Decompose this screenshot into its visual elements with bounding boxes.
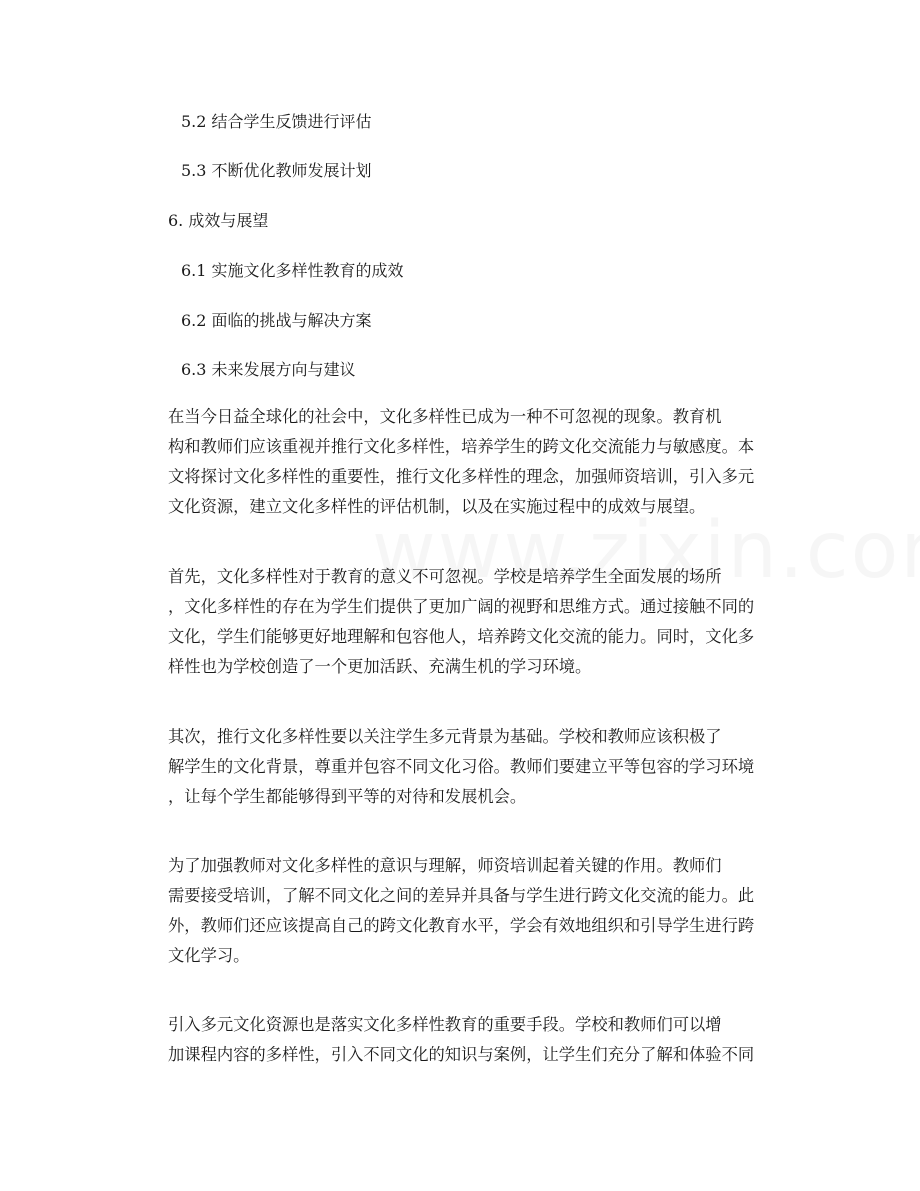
paragraph-teacher-training	[168, 851, 768, 971]
paragraph-intro	[168, 402, 768, 522]
paragraph-line: 文化学习。	[168, 946, 250, 965]
paragraph-line: 其次，推行文化多样性要以关注学生多元背景为基础。学校和教师应该积极了	[168, 727, 722, 746]
paragraph-line: 为了加强教师对文化多样性的意识与理解，师资培训起着关键的作用。教师们	[168, 856, 722, 875]
paragraph-resources	[168, 1010, 768, 1070]
toc-item-6-2: 6.2 面临的挑战与解决方案	[181, 311, 372, 330]
paragraph-line: 构和教师们应该重视并推行文化多样性，培养学生的跨文化交流能力与敏感度。本	[168, 437, 755, 456]
paragraph-first	[168, 562, 768, 682]
paragraph-line: 解学生的文化背景，尊重并包容不同文化习俗。教师们要建立平等包容的学习环境	[168, 757, 755, 776]
paragraph-line: 加课程内容的多样性，引入不同文化的知识与案例，让学生们充分了解和体验不同	[168, 1045, 755, 1064]
paragraph-line: ，让每个学生都能够得到平等的对待和发展机会。	[168, 787, 527, 806]
paragraph-line: 需要接受培训，了解不同文化之间的差异并具备与学生进行跨文化交流的能力。此	[168, 886, 755, 905]
toc-item-6: 6. 成效与展望	[168, 211, 269, 230]
paragraph-line: 文化，学生们能够更好地理解和包容他人，培养跨文化交流的能力。同时，文化多	[168, 627, 755, 646]
paragraph-second	[168, 722, 768, 812]
paragraph-line: ，文化多样性的存在为学生们提供了更加广阔的视野和思维方式。通过接触不同的	[168, 597, 755, 616]
toc-item-6-1: 6.1 实施文化多样性教育的成效	[181, 261, 404, 280]
paragraph-line: 外，教师们还应该提高自己的跨文化教育水平，学会有效地组织和引导学生进行跨	[168, 916, 755, 935]
paragraph-line: 首先，文化多样性对于教育的意义不可忽视。学校是培养学生全面发展的场所	[168, 567, 722, 586]
paragraph-line: 样性也为学校创造了一个更加活跃、充满生机的学习环境。	[168, 657, 592, 676]
paragraph-line: 在当今日益全球化的社会中，文化多样性已成为一种不可忽视的现象。教育机	[168, 407, 722, 426]
toc-item-5-2: 5.2 结合学生反馈进行评估	[181, 112, 372, 131]
paragraph-line: 文将探讨文化多样性的重要性，推行文化多样性的理念，加强师资培训，引入多元	[168, 467, 755, 486]
toc-item-6-3: 6.3 未来发展方向与建议	[181, 360, 356, 379]
toc-item-5-3: 5.3 不断优化教师发展计划	[181, 161, 372, 180]
paragraph-line: 引入多元文化资源也是落实文化多样性教育的重要手段。学校和教师们可以增	[168, 1015, 722, 1034]
paragraph-line: 文化资源，建立文化多样性的评估机制，以及在实施过程中的成效与展望。	[168, 497, 706, 516]
